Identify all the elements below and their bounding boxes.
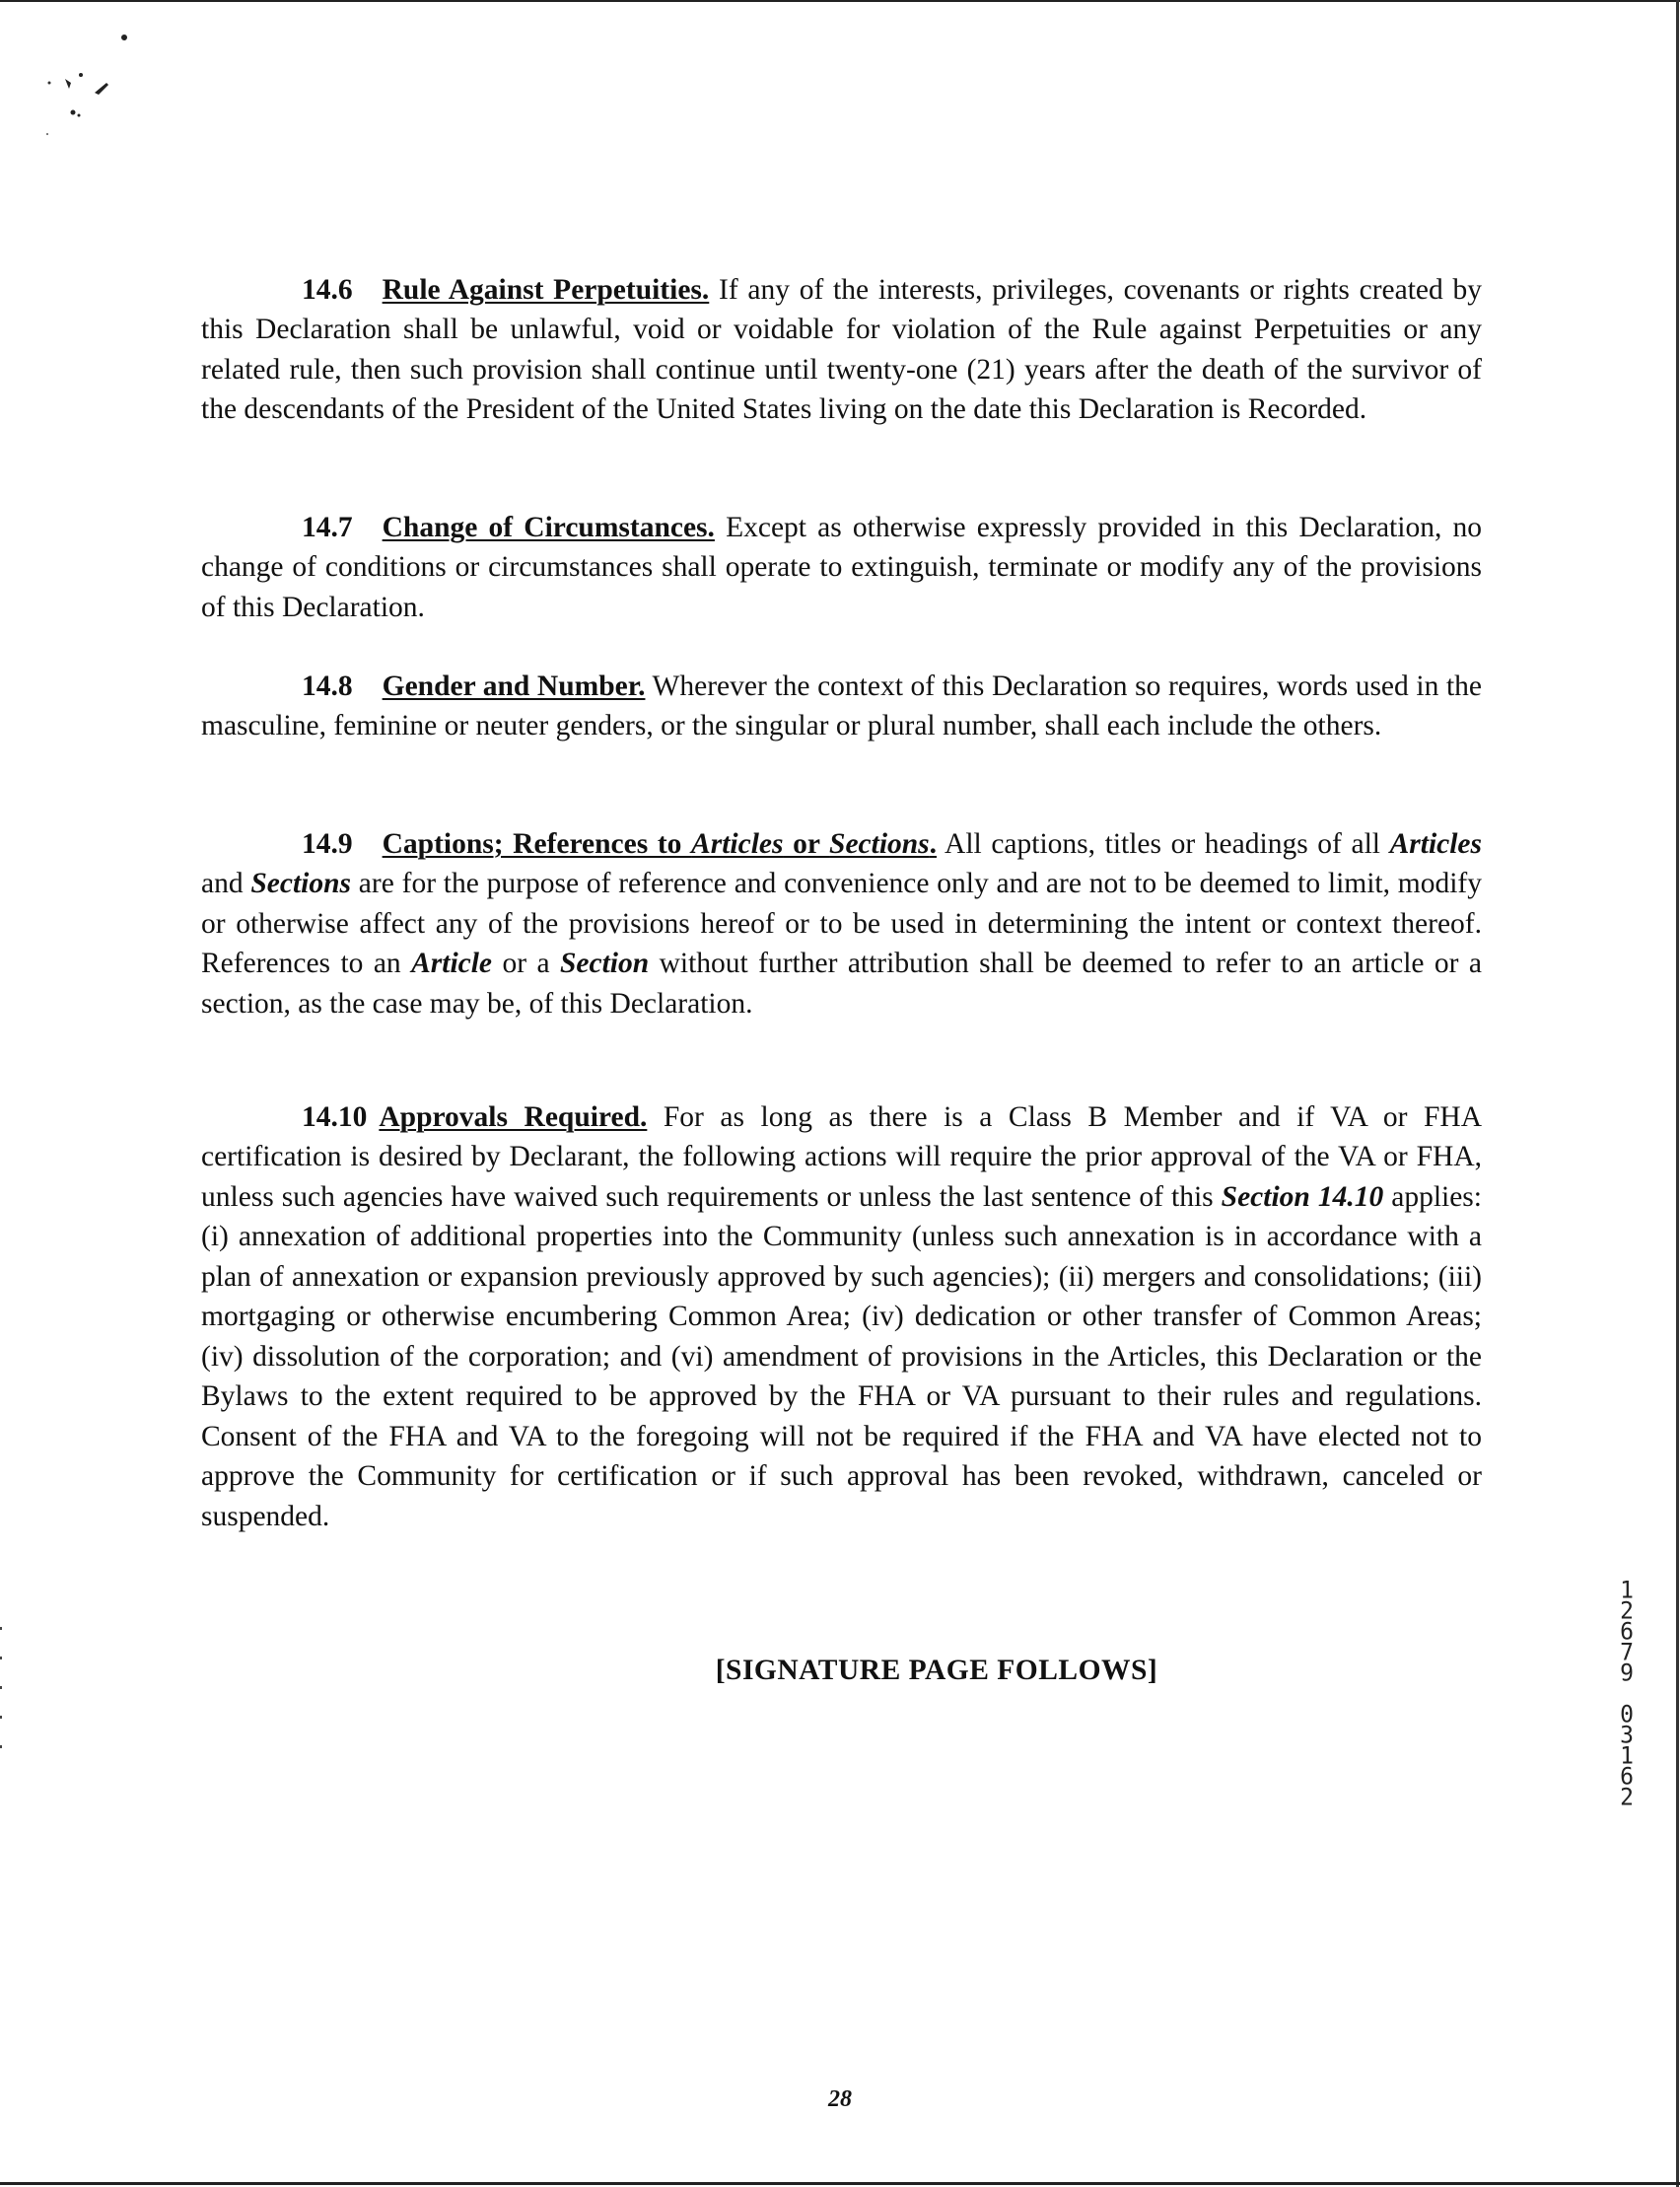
section-text: and xyxy=(201,868,251,899)
top-border xyxy=(0,0,1680,2)
heading-period: . xyxy=(929,827,938,860)
section-14-10 xyxy=(201,1097,1482,1537)
section-text: applies: (i) annexation of additional properties into the Community (unless such annexation is in accordance with a plan of annexation or expansion previously approved by such agencies); (ii) mergers and consolidations; (iii) mortgaging or otherwise encumbering Common Area; (iv) dedication or other transfer of Common Areas; (iv) dissolution of the corporation; and (vi) amendment of provisions in the Articles, this Declaration or the Bylaws to the extent required to be approved by the FHA or VA pursuant to their rules and regulations. Consent of the FHA and VA to the foregoing will not be required if the FHA and VA have elected not to approve the Community for certification or if such approval has been revoked, withdrawn, canceled or suspended. xyxy=(201,1180,1482,1532)
stamp-digit: 6 xyxy=(1620,1763,1634,1791)
section-heading: Rule Against Perpetuities. xyxy=(382,273,710,306)
section-14-6 xyxy=(201,270,1482,430)
stamp-digit: 2 xyxy=(1620,1597,1634,1625)
scan-specks xyxy=(39,20,158,148)
section-14-7 xyxy=(201,508,1482,628)
section-text: are for the purpose of reference and convenience only and are not to be deemed to limit, modify or otherwise affect any of the provisions hereof or to be used in determining the intent or context thereof. References to an xyxy=(201,868,1482,979)
section-text: For as long as there is a Class B Member and if VA or FHA certification is desired by Declarant, the following actions will require the prior approval of the VA or FHA, unless such agencies have waived such requirements or unless the last sentence of this xyxy=(201,1100,1482,1213)
left-edge-marks xyxy=(0,1617,6,1765)
stamp-digit: 2 xyxy=(1620,1784,1634,1811)
heading-articles: Articles xyxy=(691,827,784,860)
section-number: 14.7 xyxy=(302,511,353,543)
stamp-digit: 9 xyxy=(1620,1659,1634,1687)
section-heading: Approvals Required. xyxy=(379,1100,648,1133)
stamp-digit: 3 xyxy=(1620,1722,1634,1749)
section-text: or a xyxy=(492,948,560,979)
section-number: 14.6 xyxy=(302,273,353,306)
section-text: All captions, titles or headings of all xyxy=(937,827,1390,860)
section-heading: Change of Circumstances. xyxy=(382,511,715,543)
section-number: 14.8 xyxy=(302,670,353,702)
section-text: Except as otherwise expressly provided in this Declaration, no change of conditions or circumstances shall operate to extinguish, terminate or modify any of the provisions of this Declaration. xyxy=(201,511,1482,623)
section-heading: Gender and Number. xyxy=(382,670,646,702)
term-section: Section xyxy=(559,948,650,979)
signature-notice: [SIGNATURE PAGE FOLLOWS] xyxy=(715,1655,1158,1686)
section-text: without further attribution shall be deemed to refer to an article or a section, as the case may be, of this Declaration. xyxy=(201,948,1483,1020)
section-heading xyxy=(383,828,937,860)
section-14-9 xyxy=(201,824,1482,1024)
page-number: 28 xyxy=(828,2086,852,2112)
term-section-ref: Section 14.10 xyxy=(1221,1180,1384,1213)
term-article: Article xyxy=(411,948,493,979)
term-sections: Sections xyxy=(250,868,352,899)
bottom-border xyxy=(0,2182,1680,2185)
heading-or: or xyxy=(783,827,830,860)
section-text: Wherever the context of this Declaration so requires, words used in the masculine, feminine or neuter genders, or the singular or plural number, shall each include the others. xyxy=(201,670,1482,741)
stamp-digit: 6 xyxy=(1620,1618,1634,1646)
section-14-8 xyxy=(201,667,1482,746)
heading-sections: Sections xyxy=(829,827,930,860)
right-border xyxy=(1676,0,1679,2187)
stamp-digit: 1 xyxy=(1620,1577,1634,1604)
section-text: If any of the interests, privileges, covenants or rights created by this Declaration shall be unlawful, void or voidable for violation of the Rule against Perpetuities or any related rule, then such provision shall continue until twenty-one (21) years after the death of the survivor of the descendants of the President of the United States living on the date this Declaration is Recorded. xyxy=(201,273,1482,425)
section-number: 14.9 xyxy=(302,827,353,860)
heading-text: Captions; References to xyxy=(382,827,692,860)
stamp-digit: 7 xyxy=(1620,1639,1634,1666)
section-number: 14.10 xyxy=(302,1100,368,1133)
stamp-digit: 0 xyxy=(1620,1701,1634,1728)
recording-stamp xyxy=(1615,1577,1639,1811)
term-articles: Articles xyxy=(1389,827,1483,860)
stamp-digit: 1 xyxy=(1620,1742,1634,1770)
